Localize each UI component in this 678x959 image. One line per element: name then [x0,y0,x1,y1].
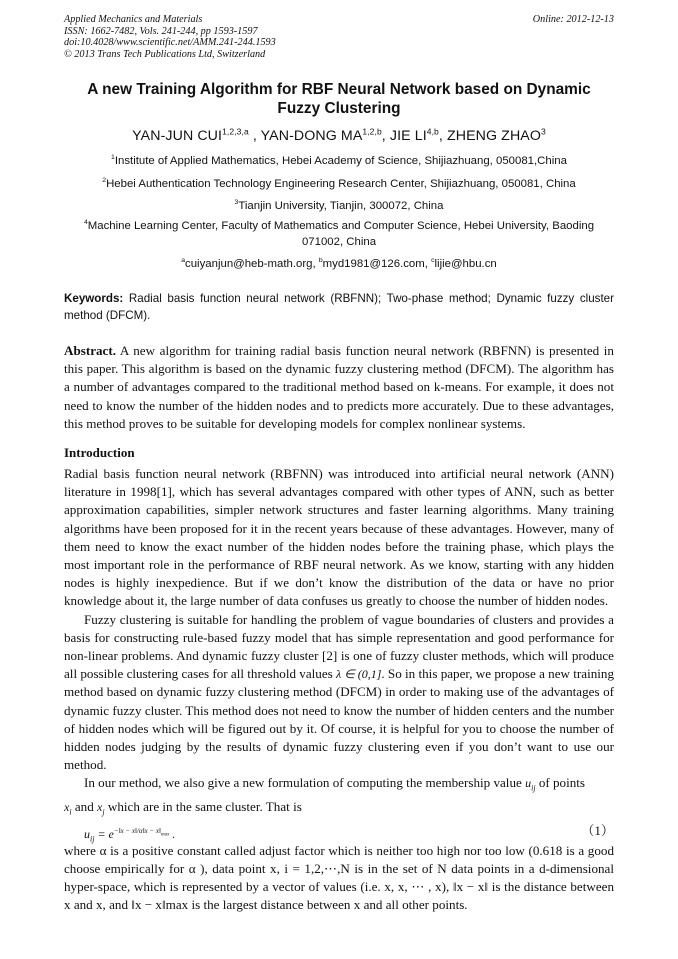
journal-header [64,14,614,60]
affiliation-4: $^4$Machine Learning Center, Faculty of Mathematics and Computer Science, Hebei University, Baoding 071002, China [83,219,595,248]
doi-line: doi:10.4028/www.scientific.net/AMM.241-244.1593 [64,37,276,49]
email-link[interactable]: myd1981@126.com [322,258,425,270]
author-sup: 1,2,b [362,126,382,137]
affiliation-3: $^3$Tianjin University, Tianjin, 300072, China [234,199,444,212]
equation-1: $u_{ij} = e^{-‖x - x‖/\alpha‖x - x‖_{max}}$ . （1） [84,822,614,844]
issn-line: ISSN: 1662-7482, Vols. 241-244, pp 1593-1597 [64,25,258,37]
email-link[interactable]: lijie@hbu.cn [434,258,497,270]
email-link[interactable]: cuiyanjun@heb-math.org [185,258,313,270]
paper-title: A new Training Algorithm for RBF Neural Network based on Dynamic Fuzzy Clustering [87,81,591,117]
keywords-text: Radial basis function neural network (RBFNN); Two-phase method; Dynamic fuzzy cluster method (DFCM). [64,292,614,322]
online-date: Online: 2012-12-13 [532,14,614,25]
paragraph-1: Radial basis function neural network (RBFNN) was introduced into artificial neural network (ANN) literature in 1998[1], which has several advantages compared with other types of ANN, such as better approximation capabilities, simpler network structures and faster learning algorithms. Many training algorithms have been proposed for it in the recent years because of these advantages. However, many of them need to know the exact number of the hidden nodes before the training phase, which plays the most important role in the performance of RBF neural network. As we know, starting with any hidden nodes is highly inexpedience. But if we don’t know the distribution of the data or have no prior knowledge about it, the large number of data confuses us greatly to choose the number of hidden nodes. [64,466,614,609]
author-name: YAN-DONG MA [260,128,363,144]
keywords-label: Keywords: [64,292,124,305]
author-name: YAN-JUN CUI [132,128,223,144]
lambda-range: λ ∈ (0,1] [336,667,382,682]
paragraph-4: where α is a positive constant called adjust factor which is neither too high nor too low (0.618 is a good choose empirically for α ), data point x, i = 1,2,⋯,N is in the set of N data points in a d-dimensional hyper-space, which is represented by a vector of values (i.e. x, x, ⋯ , x), ‖x − x‖ is the distance between x and x, and ‖x − x‖max is the largest distance between x and all other points. [64,842,614,913]
abstract-text: A new algorithm for training radial basis function neural network (RBFNN) is presented in this paper. This algorithm is based on the dynamic fuzzy clustering method (DFCM). The algorithm has a number of advantages compared to the traditional method based on k-means. For example, it does not need to know the number of the hidden nodes and to predicts more accurately. Due to these advantages, this method proves to be suitable for developing models for complex nonlinear systems. [64,343,614,431]
author-sup: 4,b [426,126,439,137]
introduction-body [64,465,614,914]
author-sup: 3 [541,126,546,137]
keywords [64,290,614,324]
section-heading-introduction: Introduction [64,445,135,460]
abstract-label: Abstract. [64,343,116,358]
author-name: JIE LI [389,128,427,144]
abstract [64,342,614,433]
author-list: YAN-JUN CUI$^{1,2,3,a}$ , YAN-DONG MA$^{1,2,b}$, JIE LI$^{4,b}$, ZHENG ZHAO$^3$ [132,126,546,144]
copyright-line: © 2013 Trans Tech Publications Ltd, Switzerland [64,48,266,60]
email-line: $^a$cuiyanjun@heb-math.org, $^b$myd1981@126.com, $^c$lijie@hbu.cn [181,257,497,270]
paragraph-2: Fuzzy clustering is suitable for handling the problem of vague boundaries of clusters and provides a basis for constructing rule-based fuzzy model that has simple representation and good performance for non-linear problems. And dynamic fuzzy cluster [2] is one of fuzzy cluster methods, which will produce all possible clustering cases for all threshold values λ ∈ (0,1]. So in this paper, we propose a new training method based on dynamic fuzzy clustering method (DFCM) in order to making use of the advantages of dynamic fuzzy cluster. This method does not need to know the number of hidden centers and the number of hidden nodes which will be figured out by it. Of course, it is helpful for you to choose the number of hidden nodes judging by the results of dynamic fuzzy clustering even if you don’t want to use our method. [64,611,614,773]
paragraph-3: In our method, we also give a new formulation of computing the membership value $u_{ij}$ of points $x_i$ and $x_j$ which are in the same cluster. That is [64,775,586,817]
journal-name: Applied Mechanics and Materials [64,14,203,25]
affiliation-2: $^2$Hebei Authentication Technology Engineering Research Center, Shijiazhuang, 050081, China [102,177,576,190]
equation-number: （1） [581,822,614,838]
affiliation-1: $^1$Institute of Applied Mathematics, Hebei Academy of Science, Shijiazhuang, 050081,China [111,154,567,167]
author-name: ZHENG ZHAO [446,128,541,144]
author-sup: 1,2,3,a [222,126,249,137]
